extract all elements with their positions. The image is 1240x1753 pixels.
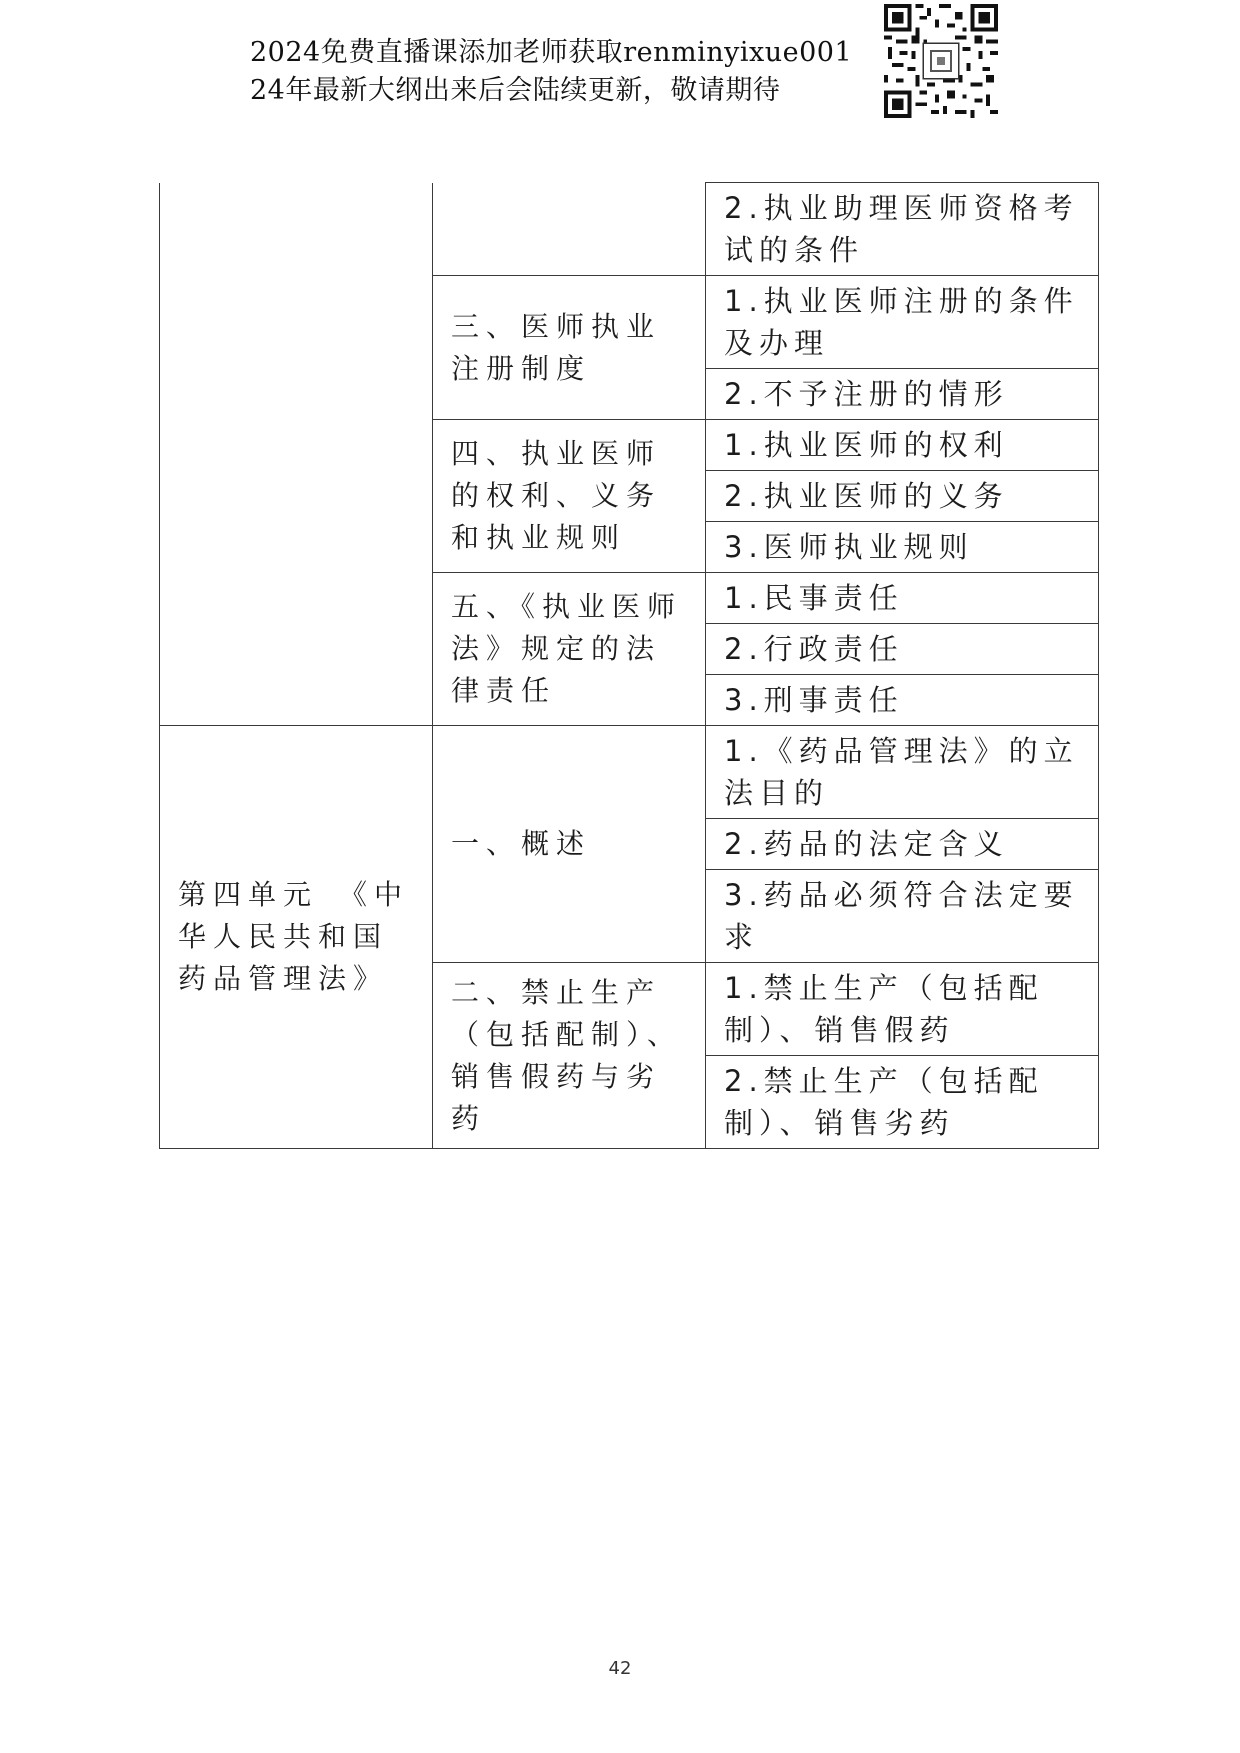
section-cell: 四、执业医师的权利、义务和执业规则: [433, 420, 706, 573]
item-cell: 1.执业医师注册的条件及办理: [706, 276, 1099, 369]
promo-line-1: 2024免费直播课添加老师获取renminyixue001: [250, 37, 853, 68]
table-row: [160, 183, 1099, 276]
item-cell: 3.药品必须符合法定要求: [706, 870, 1099, 963]
item-cell: 1.执业医师的权利: [706, 420, 1099, 471]
section-cell: 一、概述: [433, 726, 706, 963]
page-number: 42: [608, 1658, 632, 1679]
promo-header: [250, 34, 890, 110]
section-cell: 五、《执业医师法》规定的法律责任: [433, 573, 706, 726]
section-cell: 三、医师执业注册制度: [433, 276, 706, 420]
item-cell: 2.禁止生产（包括配制）、销售劣药: [706, 1056, 1099, 1149]
section-cell-continued: [433, 183, 706, 276]
unit-cell-continued: [160, 183, 433, 726]
item-cell: 3.医师执业规则: [706, 522, 1099, 573]
qr-code-icon: [884, 4, 998, 118]
table-row: [160, 726, 1099, 819]
item-cell: 2.执业助理医师资格考试的条件: [706, 183, 1099, 276]
item-cell: 1.禁止生产（包括配制）、销售假药: [706, 963, 1099, 1056]
item-cell: 3.刑事责任: [706, 675, 1099, 726]
unit-cell: 第四单元 《中华人民共和国药品管理法》: [160, 726, 433, 1149]
section-cell: 二、禁止生产（包括配制）、销售假药与劣药: [433, 963, 706, 1149]
promo-line-2: 24年最新大纲出来后会陆续更新，敬请期待: [250, 75, 781, 106]
syllabus-table: [159, 182, 1099, 1149]
item-cell: 2.执业医师的义务: [706, 471, 1099, 522]
item-cell: 2.药品的法定含义: [706, 819, 1099, 870]
item-cell: 1.民事责任: [706, 573, 1099, 624]
item-cell: 2.行政责任: [706, 624, 1099, 675]
item-cell: 1.《药品管理法》的立法目的: [706, 726, 1099, 819]
item-cell: 2.不予注册的情形: [706, 369, 1099, 420]
